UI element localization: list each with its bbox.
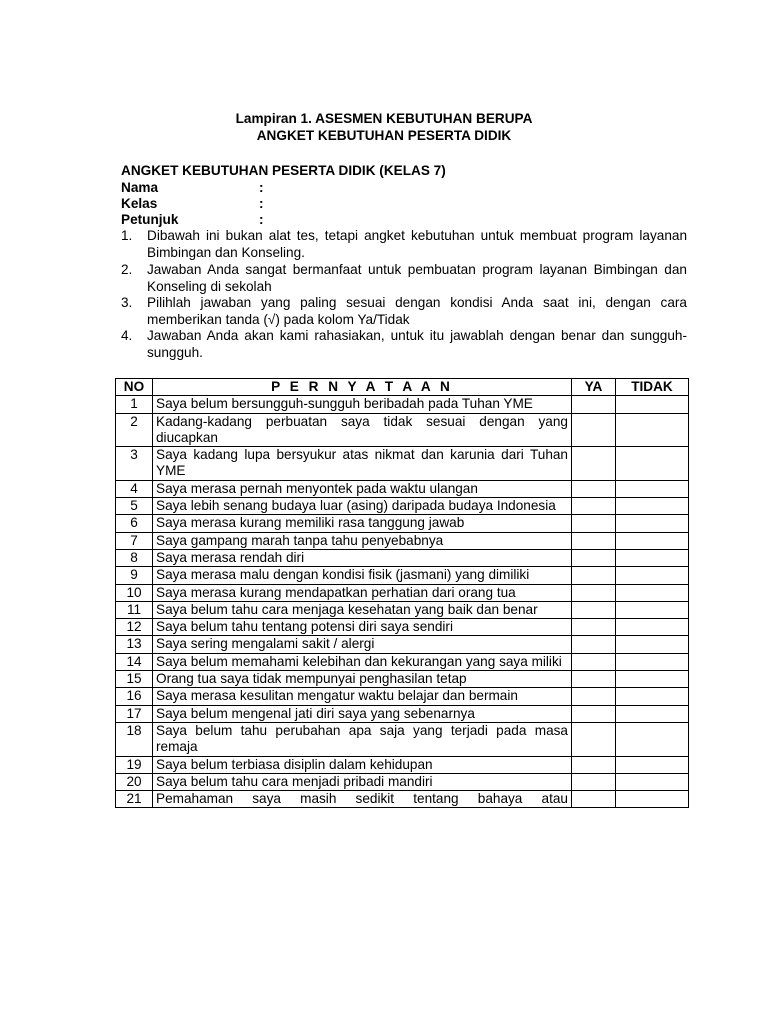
answer-ya-cell[interactable] bbox=[572, 705, 616, 722]
field-colon: : bbox=[259, 212, 264, 227]
answer-ya-cell[interactable] bbox=[572, 413, 616, 447]
table-row bbox=[116, 480, 689, 497]
table-row bbox=[116, 498, 689, 515]
row-number: 5 bbox=[116, 498, 153, 515]
row-statement: Saya gampang marah tanpa tahu penyebabnya bbox=[153, 532, 572, 549]
needs-survey-table bbox=[115, 378, 689, 808]
table-row bbox=[116, 722, 689, 756]
instruction-text: Pilihlah jawaban yang paling sesuai dengan kondisi Anda saat ini, dengan cara memberikan tanda (√) pada kolom Ya/Tidak bbox=[147, 295, 687, 327]
header-tidak: TIDAK bbox=[616, 379, 689, 396]
header-ya: YA bbox=[572, 379, 616, 396]
instruction-text: Dibawah ini bukan alat tes, tetapi angket kebutuhan untuk membuat program layanan Bimbingan dan Konseling. bbox=[147, 228, 687, 260]
answer-tidak-cell[interactable] bbox=[616, 773, 689, 790]
answer-tidak-cell[interactable] bbox=[616, 480, 689, 497]
answer-ya-cell[interactable] bbox=[572, 636, 616, 653]
row-statement: Saya merasa kurang mendapatkan perhatian dari orang tua bbox=[153, 584, 572, 601]
row-number: 6 bbox=[116, 515, 153, 532]
row-statement: Saya lebih senang budaya luar (asing) daripada budaya Indonesia bbox=[153, 498, 572, 515]
answer-ya-cell[interactable] bbox=[572, 567, 616, 584]
answer-tidak-cell[interactable] bbox=[616, 413, 689, 447]
instruction-item bbox=[121, 228, 687, 261]
row-statement: Pemahaman saya masih sedikit tentang bahaya atau bbox=[153, 791, 572, 808]
answer-ya-cell[interactable] bbox=[572, 722, 616, 756]
row-number: 3 bbox=[116, 447, 153, 481]
table-row bbox=[116, 567, 689, 584]
table-header-row bbox=[116, 379, 689, 396]
row-statement: Saya merasa kurang memiliki rasa tanggung jawab bbox=[153, 515, 572, 532]
answer-ya-cell[interactable] bbox=[572, 773, 616, 790]
answer-tidak-cell[interactable] bbox=[616, 705, 689, 722]
answer-tidak-cell[interactable] bbox=[616, 515, 689, 532]
table-row bbox=[116, 549, 689, 566]
answer-tidak-cell[interactable] bbox=[616, 532, 689, 549]
answer-tidak-cell[interactable] bbox=[616, 567, 689, 584]
field-kelas bbox=[121, 195, 264, 212]
row-statement: Saya merasa kesulitan mengatur waktu belajar dan bermain bbox=[153, 688, 572, 705]
table-row bbox=[116, 705, 689, 722]
header-no: NO bbox=[116, 379, 153, 396]
field-label: Kelas bbox=[121, 196, 158, 211]
questionnaire-heading: ANGKET KEBUTUHAN PESERTA DIDIK (KELAS 7) bbox=[121, 163, 446, 178]
answer-ya-cell[interactable] bbox=[572, 515, 616, 532]
row-number: 2 bbox=[116, 413, 153, 447]
table-row bbox=[116, 515, 689, 532]
row-statement: Orang tua saya tidak mempunyai penghasilan tetap bbox=[153, 671, 572, 688]
instruction-number: 4. bbox=[121, 328, 133, 343]
row-number: 4 bbox=[116, 480, 153, 497]
table-row bbox=[116, 791, 689, 808]
field-label: Nama bbox=[121, 180, 159, 195]
instruction-text: Jawaban Anda sangat bermanfaat untuk pembuatan program layanan Bimbingan dan Konseling di sekolah bbox=[147, 262, 687, 294]
header-statement: P E R N Y A T A A N bbox=[153, 379, 572, 396]
instruction-number: 1. bbox=[121, 228, 133, 243]
row-number: 1 bbox=[116, 396, 153, 413]
row-statement: Kadang-kadang perbuatan saya tidak sesuai dengan yang diucapkan bbox=[153, 413, 572, 447]
row-statement: Saya merasa pernah menyontek pada waktu ulangan bbox=[153, 480, 572, 497]
row-statement: Saya belum terbiasa disiplin dalam kehidupan bbox=[153, 756, 572, 773]
answer-ya-cell[interactable] bbox=[572, 619, 616, 636]
answer-ya-cell[interactable] bbox=[572, 791, 616, 808]
field-petunjuk bbox=[121, 211, 264, 228]
row-statement: Saya belum tahu tentang potensi diri saya sendiri bbox=[153, 619, 572, 636]
row-statement: Saya belum mengenal jati diri saya yang sebenarnya bbox=[153, 705, 572, 722]
table-row bbox=[116, 688, 689, 705]
row-statement: Saya belum tahu cara menjadi pribadi mandiri bbox=[153, 773, 572, 790]
row-statement: Saya belum tahu cara menjaga kesehatan yang baik dan benar bbox=[153, 601, 572, 618]
table-row bbox=[116, 636, 689, 653]
answer-ya-cell[interactable] bbox=[572, 549, 616, 566]
row-statement: Saya merasa rendah diri bbox=[153, 549, 572, 566]
answer-tidak-cell[interactable] bbox=[616, 671, 689, 688]
table-row bbox=[116, 619, 689, 636]
field-nama bbox=[121, 179, 264, 196]
row-number: 14 bbox=[116, 653, 153, 670]
field-colon: : bbox=[259, 180, 264, 195]
answer-ya-cell[interactable] bbox=[572, 601, 616, 618]
instruction-number: 3. bbox=[121, 295, 133, 310]
answer-tidak-cell[interactable] bbox=[616, 688, 689, 705]
instruction-item bbox=[121, 295, 687, 328]
row-number: 21 bbox=[116, 791, 153, 808]
answer-tidak-cell[interactable] bbox=[616, 396, 689, 413]
row-number: 9 bbox=[116, 567, 153, 584]
answer-ya-cell[interactable] bbox=[572, 653, 616, 670]
answer-tidak-cell[interactable] bbox=[616, 549, 689, 566]
table-row bbox=[116, 773, 689, 790]
row-number: 12 bbox=[116, 619, 153, 636]
row-number: 10 bbox=[116, 584, 153, 601]
row-statement: Saya merasa malu dengan kondisi fisik (jasmani) yang dimiliki bbox=[153, 567, 572, 584]
page-bottom-blank bbox=[0, 891, 768, 1024]
answer-tidak-cell[interactable] bbox=[616, 636, 689, 653]
table-body bbox=[116, 396, 689, 808]
row-number: 18 bbox=[116, 722, 153, 756]
table-row bbox=[116, 653, 689, 670]
answer-ya-cell[interactable] bbox=[572, 688, 616, 705]
table-row bbox=[116, 396, 689, 413]
answer-ya-cell[interactable] bbox=[572, 756, 616, 773]
answer-ya-cell[interactable] bbox=[572, 671, 616, 688]
row-number: 15 bbox=[116, 671, 153, 688]
table-row bbox=[116, 447, 689, 481]
answer-ya-cell[interactable] bbox=[572, 532, 616, 549]
row-number: 11 bbox=[116, 601, 153, 618]
answer-tidak-cell[interactable] bbox=[616, 498, 689, 515]
field-colon: : bbox=[259, 196, 264, 211]
table-row bbox=[116, 584, 689, 601]
answer-ya-cell[interactable] bbox=[572, 480, 616, 497]
answer-tidak-cell[interactable] bbox=[616, 619, 689, 636]
row-statement: Saya belum tahu perubahan apa saja yang terjadi pada masa remaja bbox=[153, 722, 572, 756]
table-row bbox=[116, 532, 689, 549]
answer-tidak-cell[interactable] bbox=[616, 722, 689, 756]
answer-ya-cell[interactable] bbox=[572, 396, 616, 413]
row-statement: Saya kadang lupa bersyukur atas nikmat dan karunia dari Tuhan YME bbox=[153, 447, 572, 481]
answer-tidak-cell[interactable] bbox=[616, 601, 689, 618]
table-row bbox=[116, 601, 689, 618]
answer-tidak-cell[interactable] bbox=[616, 791, 689, 808]
row-number: 19 bbox=[116, 756, 153, 773]
table-row bbox=[116, 413, 689, 447]
table-row bbox=[116, 756, 689, 773]
row-number: 7 bbox=[116, 532, 153, 549]
row-statement: Saya belum memahami kelebihan dan kekurangan yang saya miliki bbox=[153, 653, 572, 670]
row-statement: Saya sering mengalami sakit / alergi bbox=[153, 636, 572, 653]
table-row bbox=[116, 671, 689, 688]
document-title-line-2: ANGKET KEBUTUHAN PESERTA DIDIK bbox=[256, 128, 512, 143]
row-number: 8 bbox=[116, 549, 153, 566]
row-number: 13 bbox=[116, 636, 153, 653]
row-number: 16 bbox=[116, 688, 153, 705]
row-number: 20 bbox=[116, 773, 153, 790]
row-number: 17 bbox=[116, 705, 153, 722]
answer-tidak-cell[interactable] bbox=[616, 756, 689, 773]
row-statement: Saya belum bersungguh-sungguh beribadah pada Tuhan YME bbox=[153, 396, 572, 413]
answer-ya-cell[interactable] bbox=[572, 447, 616, 481]
answer-ya-cell[interactable] bbox=[572, 498, 616, 515]
instruction-text: Jawaban Anda akan kami rahasiakan, untuk itu jawablah dengan benar dan sungguh-sungguh. bbox=[147, 328, 687, 360]
answer-tidak-cell[interactable] bbox=[616, 447, 689, 481]
answer-tidak-cell[interactable] bbox=[616, 653, 689, 670]
instruction-item bbox=[121, 262, 687, 295]
field-label: Petunjuk bbox=[121, 212, 179, 227]
answer-ya-cell[interactable] bbox=[572, 584, 616, 601]
document-title-line-1: Lampiran 1. ASESMEN KEBUTUHAN BERUPA bbox=[235, 111, 533, 126]
answer-tidak-cell[interactable] bbox=[616, 584, 689, 601]
instruction-item bbox=[121, 328, 687, 361]
instruction-number: 2. bbox=[121, 262, 133, 277]
